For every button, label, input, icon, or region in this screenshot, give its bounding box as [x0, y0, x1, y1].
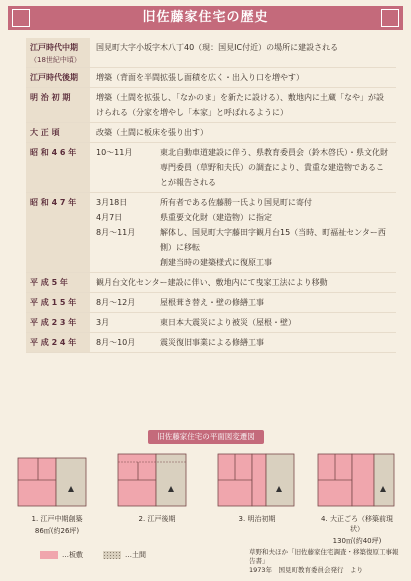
era-note: （18世紀中頃）: [30, 56, 81, 64]
entry-text: 震災復旧事業による修繕工事: [160, 338, 264, 347]
floor-plan-1-drawing: [16, 450, 98, 512]
legend-board: [40, 550, 83, 560]
floor-plan-1-area: 86㎡(約26坪): [34, 527, 80, 535]
floor-plan-4: [316, 450, 398, 546]
entry-text: 東日本大震災により被災（屋根・壁）: [160, 318, 296, 327]
entry-text: 国見町大字小坂字木八丁40（現：国見IC付近）の場所に建設される: [96, 43, 339, 52]
timeline-era: [26, 88, 90, 122]
entry-text: 改築（土間に板床を張り出す）: [96, 128, 208, 137]
era-label: 江戸時代後期: [30, 73, 78, 82]
timeline-entry: [96, 195, 390, 210]
legend-earth-label: …土間: [125, 551, 146, 559]
entry-text: 東北自動車道建設に伴う、県教育委員会（鈴木啓氏）・県文化財専門委員（草野和夫氏）の調査により、貴重な建造物であることが報告される: [160, 148, 388, 187]
entry-date: 4月7日: [96, 213, 123, 222]
legend: [40, 550, 146, 560]
timeline-body: [90, 38, 396, 67]
source-citation: [249, 548, 399, 575]
entry-date: 8月～12月: [96, 298, 136, 307]
earth-swatch: [103, 551, 121, 559]
timeline-entry: [96, 145, 390, 190]
timeline-body: [90, 293, 396, 312]
timeline-body: [90, 88, 396, 122]
timeline-era: [26, 193, 90, 272]
timeline-entry: [96, 255, 390, 270]
timeline-era: [26, 293, 90, 312]
timeline-entry: [96, 295, 390, 310]
floor-plan-2: [116, 450, 198, 524]
timeline-entry: [96, 335, 390, 350]
floor-plan-1: [16, 450, 98, 536]
legend-earth: [103, 550, 146, 560]
timeline-body: [90, 333, 396, 352]
timeline-row: [26, 333, 396, 353]
entry-date: [96, 255, 160, 270]
floor-plan-4-drawing: [316, 450, 398, 512]
era-label: 大 正 頃: [30, 128, 60, 137]
era-label: 平 成 5 年: [30, 278, 68, 287]
floor-plan-diagrams: [10, 450, 402, 546]
floor-plan-3: [216, 450, 298, 524]
source-line-1: 草野和夫ほか「旧佐藤家住宅調査・移築復原工事報告書」: [249, 548, 399, 565]
timeline-row: [26, 38, 396, 68]
page-title: 旧佐藤家住宅の歴史: [8, 6, 403, 30]
floor-plan-4-area: 130㎡(約40坪): [332, 537, 382, 545]
history-timeline: [26, 38, 396, 353]
timeline-body: [90, 273, 396, 292]
timeline-entry: [96, 275, 390, 290]
floor-plan-4-caption: 4. 大正ごろ（移築前現状）: [321, 515, 393, 533]
floor-plan-3-caption: 3. 明治初期: [238, 515, 276, 523]
entry-text: 所有者である佐藤勝一氏より国見町に寄付: [160, 198, 312, 207]
floor-plan-2-caption: 2. 江戸後期: [138, 515, 176, 523]
timeline-entry: [96, 70, 390, 85]
entry-text: 解体し、国見町大字藤田字観月台15（当時、町福祉センター西側）に移転: [160, 228, 386, 252]
entry-text: 創建当時の建築様式に復原工事: [160, 258, 272, 267]
timeline-row: [26, 88, 396, 123]
timeline-entry: [96, 225, 390, 255]
timeline-row: [26, 273, 396, 293]
timeline-era: [26, 273, 90, 292]
timeline-entry: [96, 210, 390, 225]
timeline-era: [26, 38, 90, 67]
era-label: 平 成 1 5 年: [30, 298, 77, 307]
entry-date: 3月: [96, 318, 110, 327]
legend-board-label: …板敷: [62, 551, 83, 559]
timeline-era: [26, 143, 90, 192]
floor-plan-3-drawing: [216, 450, 298, 512]
era-label: 昭 和 4 6 年: [30, 148, 77, 157]
timeline-row: [26, 68, 396, 88]
timeline-era: [26, 68, 90, 87]
timeline-entry: [96, 315, 390, 330]
timeline-body: [90, 68, 396, 87]
era-label: 明 治 初 期: [30, 93, 71, 102]
entry-text: 観月台文化センター建設に伴い、敷地内にて曳家工法により移動: [96, 278, 328, 287]
timeline-entry: [96, 40, 390, 55]
entry-text: 増築（土間を拡張し、「なかのま」を新たに設ける）、敷地内に土蔵「なや」が設けられる（分家を増やし「本家」と呼ばれるように）: [96, 93, 384, 117]
timeline-body: [90, 193, 396, 272]
era-label: 平 成 2 4 年: [30, 338, 77, 347]
era-label: 江戸時代中期: [30, 43, 78, 52]
source-line-2: 1973年 国見町教育委員会発行 より: [249, 566, 364, 574]
timeline-row: [26, 143, 396, 193]
entry-text: 増築（背面を半間拡張し面積を広く・出入り口を増やす）: [96, 73, 304, 82]
timeline-entry: [96, 125, 390, 140]
timeline-body: [90, 313, 396, 332]
timeline-era: [26, 123, 90, 142]
entry-date: 3月18日: [96, 198, 128, 207]
floor-plan-1-caption: 1. 江戸中期創築: [31, 515, 83, 523]
entry-date: 8月～11月: [96, 228, 136, 237]
plan-diagram-title: 旧佐藤家住宅の平面図変遷図: [148, 430, 264, 444]
entry-text: 屋根葺き替え・壁の修繕工事: [160, 298, 264, 307]
timeline-body: [90, 123, 396, 142]
entry-text: 県重要文化財（建造物）に指定: [160, 213, 272, 222]
era-label: 昭 和 4 7 年: [30, 198, 77, 207]
floor-plan-2-drawing: [116, 450, 198, 512]
timeline-row: [26, 293, 396, 313]
timeline-row: [26, 123, 396, 143]
timeline-body: [90, 143, 396, 192]
timeline-row: [26, 313, 396, 333]
era-label: 平 成 2 3 年: [30, 318, 77, 327]
timeline-era: [26, 333, 90, 352]
timeline-era: [26, 313, 90, 332]
board-swatch: [40, 551, 58, 559]
entry-date: 10～11月: [96, 148, 133, 157]
timeline-entry: [96, 90, 390, 120]
entry-date: 8月～10月: [96, 338, 136, 347]
timeline-row: [26, 193, 396, 273]
